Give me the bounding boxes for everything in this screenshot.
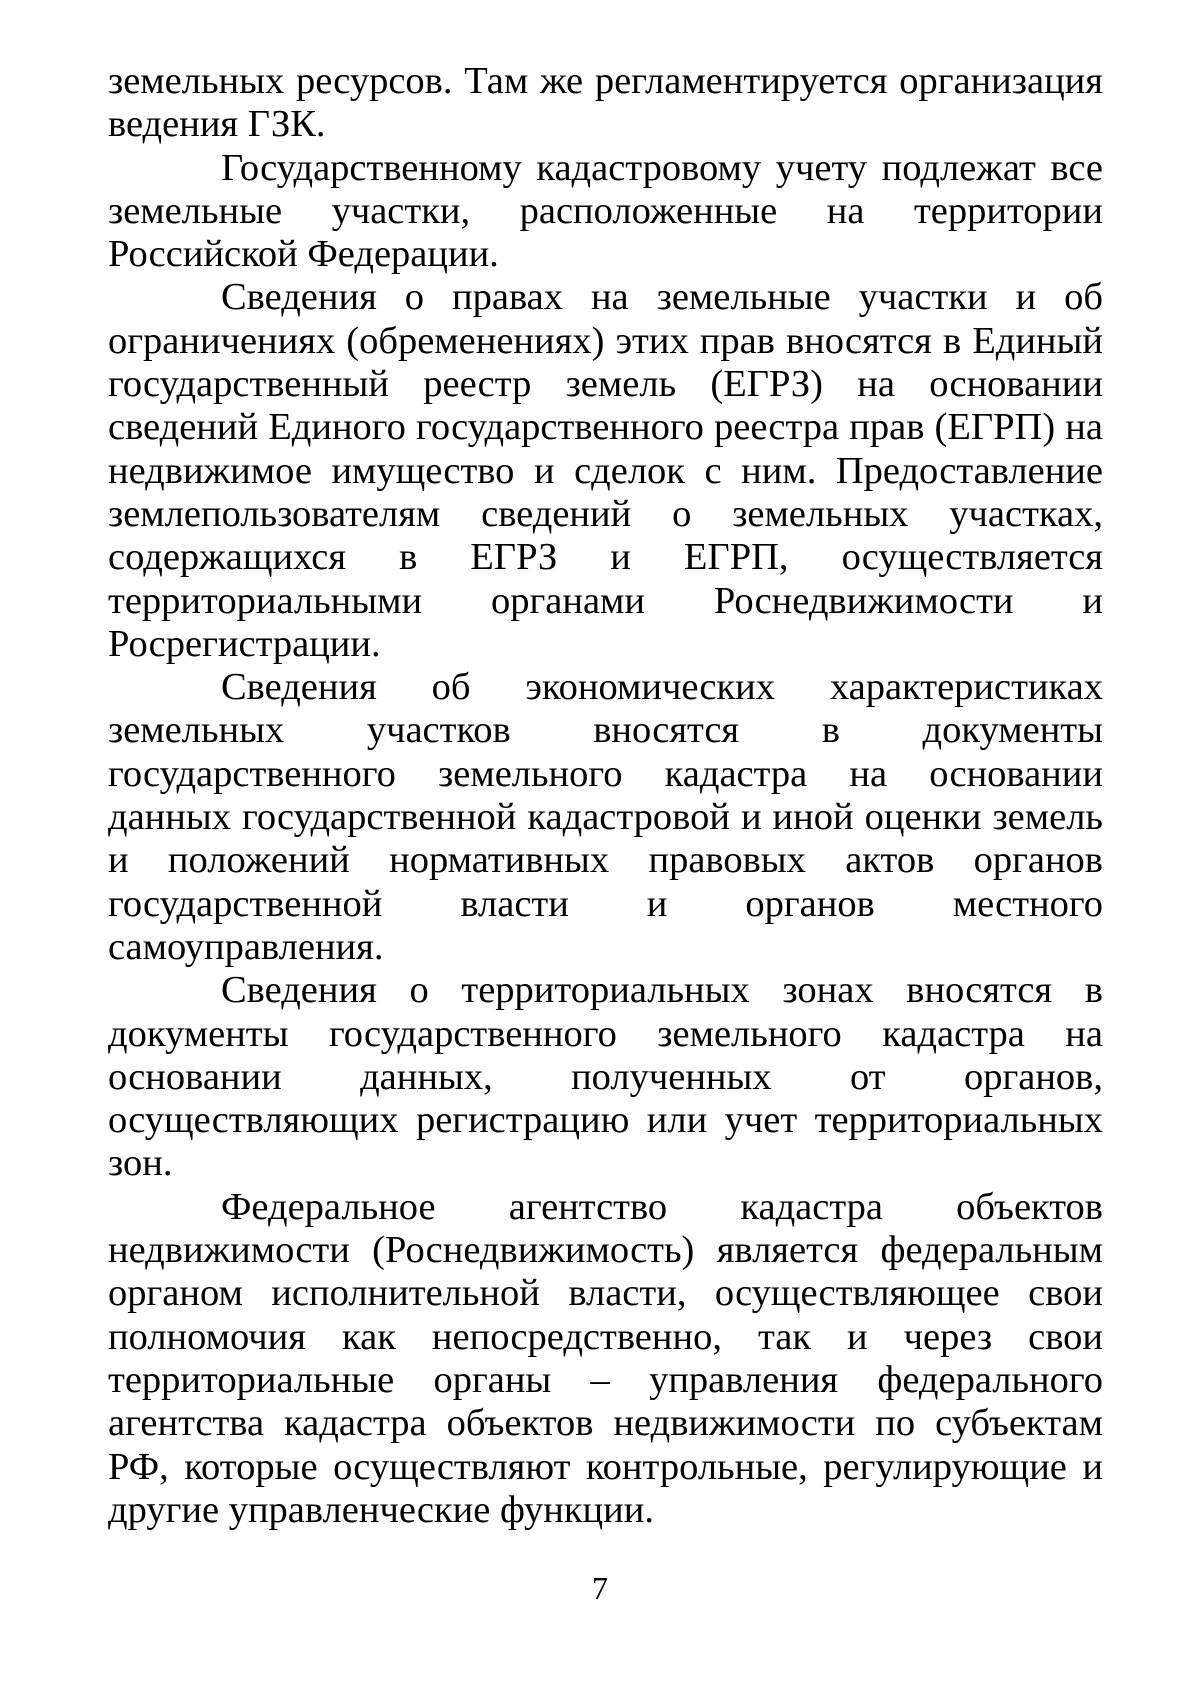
paragraph-5: Сведения о территориальных зонах вносятся в документы государственного земельного кадастра на основании данных, полученных от органов, осуществляющих регистрацию или учет территориальных зон. [108,969,1103,1185]
paragraph-3: Сведения о правах на земельные участки и об ограничениях (обременениях) этих прав вносятся в Единый государственный реестр земель (ЕГРЗ) на основании сведений Единого государственного реестра прав (ЕГРП) на недвижимое имущество и сделок с ним. Предоставление землепользователям сведений о земельных участках, содержащихся в ЕГРЗ и ЕГРП, осуществляется территориальными органами Роснедвижимости и Росрегистрации. [108,276,1103,665]
paragraph-2: Государственному кадастровому учету подлежат все земельные участки, расположенные на территории Российской Федерации. [108,146,1103,276]
body-text [108,60,1103,1532]
page-number: 7 [592,1570,608,1606]
paragraph-1: земельных ресурсов. Там же регламентируется организация ведения ГЗК. [108,60,1103,146]
paragraph-6: Федеральное агентство кадастра объектов недвижимости (Роснедвижимость) является федеральным органом исполнительной власти, осуществляющее свои полномочия как непосредственно, так и через свои территориальные органы – управления федерального агентства кадастра объектов недвижимости по субъектам РФ, которые осуществляют контрольные, регулирующие и другие управленческие функции. [108,1185,1103,1531]
paragraph-4: Сведения об экономических характеристиках земельных участков вносятся в документы государственного земельного кадастра на основании данных государственной кадастровой и иной оценки земель и положений нормативных правовых актов органов государственной власти и органов местного самоуправления. [108,666,1103,968]
